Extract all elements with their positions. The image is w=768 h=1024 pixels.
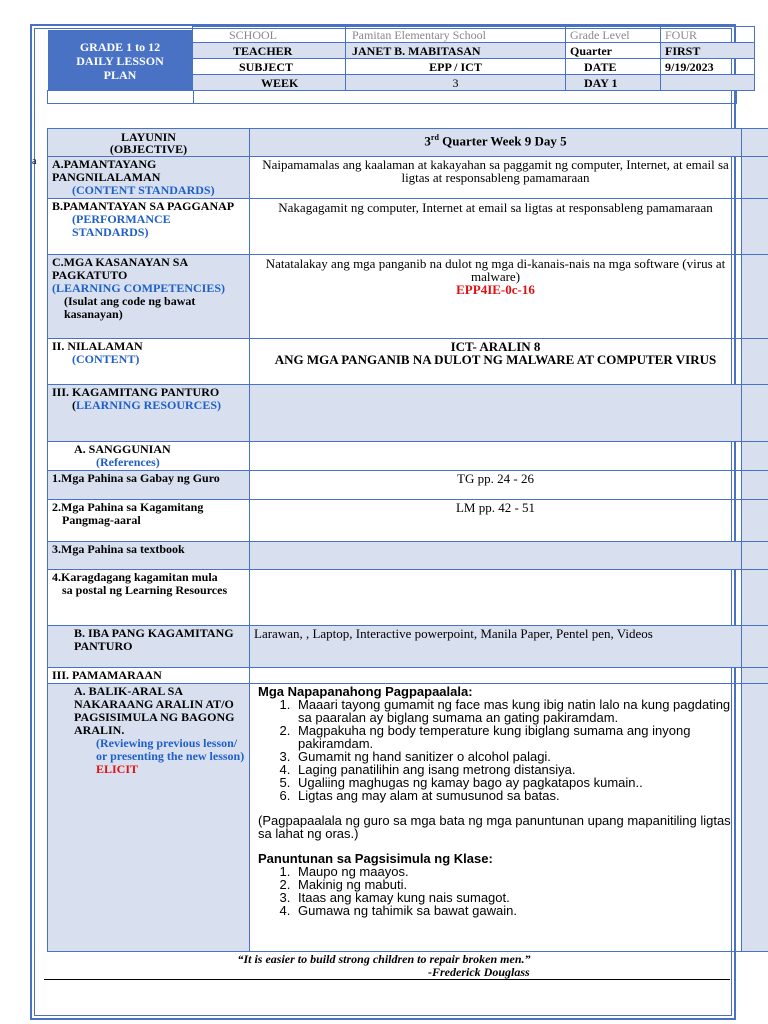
- additional-materials-label: 4.Karagdagang kagamitan mula sa postal ng Learning Resources: [48, 570, 250, 626]
- list-item: 2. Magpakuha ng body temperature kung ibiglang sumama ang inyong pakiramdam.: [294, 724, 737, 750]
- reminders-heading: Mga Napapanahong Pagpapaalala:: [258, 684, 473, 699]
- list-item: 4. Laging panatilihin ang isang metrong distansiya.: [294, 763, 737, 776]
- performance-standards-text: Nakagagamit ng computer, Internet at email sa ligtas at responsableng pamamaraan: [250, 199, 742, 255]
- school-label: SCHOOL: [193, 27, 346, 43]
- week-label: WEEK: [193, 75, 346, 91]
- header-empty-cell: [661, 75, 755, 91]
- procedure-label: III. PAMAMARAAN: [48, 668, 250, 684]
- list-item: 6. Ligtas ang may alam at sumusunod sa batas.: [294, 789, 737, 802]
- content-standards-text: Naipamamalas ang kaalaman at kakayahan sa paggamit ng computer, Internet, at email sa ligtas at responsableng pamamaraan: [250, 157, 742, 199]
- learner-material-pages-value: LM pp. 42 - 51: [250, 500, 742, 542]
- list-item: 4. Gumawa ng tahimik sa bawat gawain.: [294, 904, 737, 917]
- grade-level-value: FOUR: [661, 27, 755, 43]
- rules-list: [254, 865, 737, 917]
- list-item: 1. Maaari tayong gumamit ng face mas kung ibig natin lalo na kung pagdating sa paaralan ay biglang sumama an gating pakiramdam.: [294, 698, 737, 724]
- reminders-list: [254, 698, 737, 802]
- day-value: DAY 1: [566, 75, 661, 91]
- learning-competencies-text: Natatalakay ang mga panganib na dulot ng mga di-kanais-nais na mga software (virus at malware) EPP4IE-0c-16: [250, 255, 742, 339]
- review-label: A. BALIK-ARAL SA NAKARAANG ARALIN AT/O PAGSISIMULA NG BAGONG ARALIN. (Reviewing previous lesson/ or presenting the new lesson) ELICIT: [48, 684, 250, 952]
- lesson-plan-title: [48, 30, 192, 90]
- grade-level-label: Grade Level: [566, 27, 661, 43]
- textbook-pages-label: 3.Mga Pahina sa textbook: [48, 542, 250, 570]
- teacher-guide-pages-label: 1.Mga Pahina sa Gabay ng Guro: [48, 471, 250, 500]
- content-standards-label: A.PAMANTAYANG PANGNILALAMAN (CONTENT STANDARDS): [48, 157, 250, 199]
- footer-author: -Frederick Douglass: [428, 965, 530, 979]
- stray-mark: a: [32, 156, 37, 167]
- content-label: II. NILALAMAN (CONTENT): [48, 339, 250, 385]
- footer-quote: “It is easier to build strong children to repair broken men.”: [237, 952, 531, 966]
- date-label: DATE: [566, 59, 661, 75]
- teacher-guide-pages-value: TG pp. 24 - 26: [250, 471, 742, 500]
- header-spacer-row: [47, 90, 737, 104]
- rules-heading: Panuntunan sa Pagsisimula ng Klase:: [258, 851, 493, 866]
- performance-standards-label: B.PAMANTAYAN SA PAGGANAP (PERFORMANCE STANDARDS): [48, 199, 250, 255]
- subject-value: EPP / ICT: [346, 59, 566, 75]
- title-line-2: DAILY LESSON: [76, 54, 164, 68]
- side-cell: [742, 129, 768, 157]
- header-info-table: [192, 26, 755, 91]
- list-item: 2. Makinig ng mabuti.: [294, 878, 737, 891]
- school-value: Pamitan Elementary School: [346, 27, 566, 43]
- week-value: 3: [346, 75, 566, 91]
- teacher-label: TEACHER: [193, 43, 346, 59]
- quarter-label: Quarter: [566, 43, 661, 59]
- other-materials-label: B. IBA PANG KAGAMITANG PANTURO: [48, 626, 250, 668]
- footer-rule: [44, 979, 730, 980]
- competency-code: EPP4IE-0c-16: [456, 282, 535, 297]
- lesson-table: [47, 128, 768, 952]
- list-item: 5. Ugaliing maghugas ng kamay bago ay pagkatapos kumain..: [294, 776, 737, 789]
- title-line-3: PLAN: [103, 68, 137, 82]
- teacher-value: JANET B. MABITASAN: [346, 43, 566, 59]
- title-line-1: GRADE 1 to 12: [79, 40, 161, 54]
- learning-competencies-label: C.MGA KASANAYAN SA PAGKATUTO (LEARNING COMPETENCIES) (Isulat ang code ng bawat kasanayan): [48, 255, 250, 339]
- learning-resources-label: III. KAGAMITANG PANTURO (LEARNING RESOURCES): [48, 385, 250, 442]
- subject-label: SUBJECT: [193, 59, 346, 75]
- learner-material-pages-label: 2.Mga Pahina sa Kagamitang Pangmag-aaral: [48, 500, 250, 542]
- date-value: 9/19/2023: [661, 59, 755, 75]
- content-text: ICT- ARALIN 8 ANG MGA PANGANIB NA DULOT NG MALWARE AT COMPUTER VIRUS: [250, 339, 742, 385]
- list-item: 1. Maupo ng maayos.: [294, 865, 737, 878]
- objective-label: LAYUNIN (OBJECTIVE): [48, 129, 250, 157]
- reminders-note: (Pagpapaalala ng guro sa mga bata ng mga panuntunan upang mapanitiling ligtas sa lahat ng oras.): [258, 813, 731, 841]
- elicit-tag: ELICIT: [96, 762, 139, 776]
- other-materials-value: Larawan, , Laptop, Interactive powerpoint, Manila Paper, Pentel pen, Videos: [250, 626, 742, 668]
- list-item: 3. Gumamit ng hand sanitizer o alcohol palagi.: [294, 750, 737, 763]
- list-item: 3. Itaas ang kamay kung nais sumagot.: [294, 891, 737, 904]
- review-content: [250, 684, 742, 952]
- quarter-value: FIRST: [661, 43, 755, 59]
- quarter-heading: 3rd Quarter Week 9 Day 5: [250, 129, 742, 157]
- references-label: A. SANGGUNIAN (References): [48, 442, 250, 471]
